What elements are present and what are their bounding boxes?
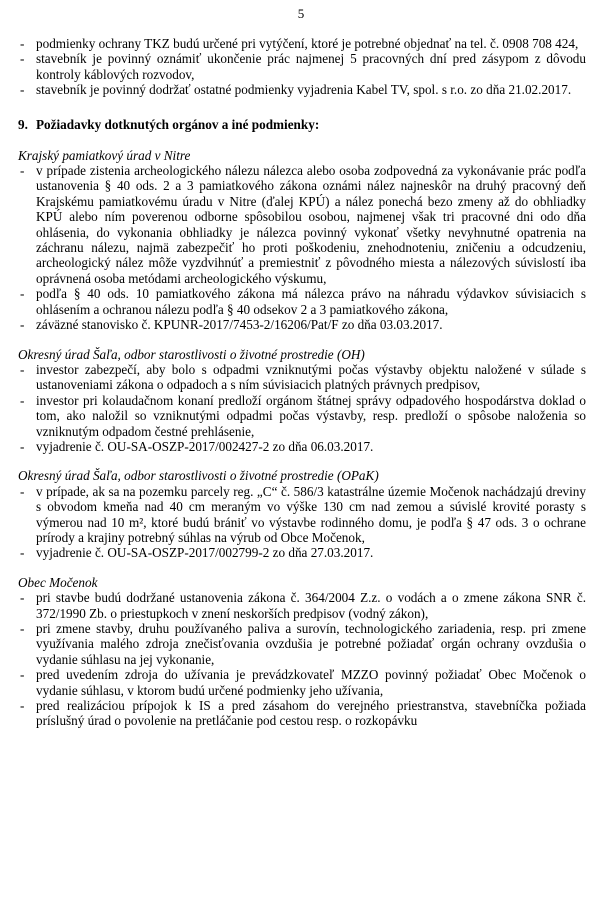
page-number: 5 [297,6,305,21]
authority-section-kpu [18,148,586,333]
list-item: - pred realizáciou prípojok k IS a pred zásahom do verejného priestranstva, stavebníčka požiada príslušný úrad o povolenie na pretláčanie pod cestou resp. o rozkopávku [18,698,586,729]
authority-title: Krajský pamiatkový úrad v Nitre [18,147,191,163]
condition-list [18,362,586,454]
list-item: - stavebník je povinný oznámiť ukončenie prác najmenej 5 pracovných dní pred zásypom z dôvodu kontroly káblových rozvodov, [18,51,586,82]
authority-section-opak [18,468,586,560]
list-item: - podľa § 40 ods. 10 pamiatkového zákona má nálezca právo na náhradu výdavkov súvisiacich s ohlásením a ochranou nálezu podľa § 40 odsekov 2 a 3 pamiatkového zákona, [18,286,586,317]
condition-list [18,163,586,332]
condition-list [18,484,586,561]
list-item: - vyjadrenie č. OU-SA-OSZP-2017/002427-2 zo dňa 06.03.2017. [18,439,586,454]
authority-title: Okresný úrad Šaľa, odbor starostlivosti o životné prostredie (OH) [18,346,365,362]
section-heading-text: Požiadavky dotknutých orgánov a iné podmienky: [36,116,320,132]
authority-section-obec [18,575,586,729]
list-item: - pri zmene stavby, druhu používaného paliva a surovín, technologického zariadenia, resp. pri zmene využívania malého zdroja znečisťovania ovzdušia je potrebné požiadať orgán ochrany ovzdušia o vydanie súhlasu na jej vykonanie, [18,621,586,667]
section-heading [18,117,586,132]
section-heading-number: 9. [18,116,28,132]
list-item: - investor zabezpečí, aby bolo s odpadmi vzniknutými počas výstavby objektu naložené v súlade s ustanoveniami zákona o odpadoch a s ním súvisiacich platných právnych predpisov, [18,362,586,393]
list-item: - pri stavbe budú dodržané ustanovenia zákona č. 364/2004 Z.z. o vodách a o zmene zákona SNR č. 372/1990 Zb. o priestupkoch v znení neskorších predpisov (vodný zákon), [18,590,586,621]
list-item: - vyjadrenie č. OU-SA-OSZP-2017/002799-2 zo dňa 27.03.2017. [18,545,586,560]
list-item: - v prípade, ak sa na pozemku parcely reg. „C“ č. 586/3 katastrálne územie Močenok nachádzajú dreviny s obvodom kmeňa nad 40 cm meraným vo výške 130 cm nad zemou a súvislé krovité porasty s výmerou nad 10 m², ktoré budú brániť vo výstavbe rodinného domu, je podľa § 47 ods. 3 o ochrane prírody a krajiny potrebný súhlas na výrub od Obce Močenok, [18,484,586,546]
authority-title: Obec Močenok [18,574,98,590]
list-item: - stavebník je povinný dodržať ostatné podmienky vyjadrenia Kabel TV, spol. s r.o. zo dňa 21.02.2017. [18,82,586,97]
list-item: - podmienky ochrany TKZ budú určené pri vytýčení, ktoré je potrebné objednať na tel. č. 0908 708 424, [18,36,586,51]
authority-title: Okresný úrad Šaľa, odbor starostlivosti o životné prostredie (OPaK) [18,468,379,484]
list-item: - investor pri kolaudačnom konaní predloží orgánom štátnej správy odpadového hospodárstva doklad o tom, ako naložil so vzniknutými odpadmi počas výstavby, resp. predloží o spôsobe naloženia so vzniknutým odpadom čestné prehlásenie, [18,393,586,439]
page-content [18,36,586,729]
intro-list [18,36,586,98]
condition-list [18,590,586,729]
authority-section-oh [18,347,586,455]
list-item: - v prípade zistenia archeologického nálezu nálezca alebo osoba zodpovedná za vykonávanie prác podľa ustanovenia § 40 ods. 2 a 3 pamiatkového zákona oznámi nález najneskôr na druhý pracovný deň Krajskému pamiatkovému úradu v Nitre (ďalej KPÚ) a nález ponechá bezo zmeny až do obhliadky KPÚ alebo ním poverenou odborne spôsobilou osobou, najmenej však tri pracovné dni odo dňa ohlásenia, do vykonania obhliadky je nálezca povinný vykonať všetky nevyhnutné opatrenia na záchranu nálezu, najmä zabezpečiť ho proti poškodeniu, znehodnoteniu, zničeniu a odcudzeniu, archeologický nález môže vyzdvihnúť a premiestniť z pôvodného miesta a nálezových súvislostí iba oprávnená osoba metódami archeologického výskumu, [18,163,586,286]
list-item: - záväzné stanovisko č. KPUNR-2017/7453-2/16206/Pat/F zo dňa 03.03.2017. [18,317,586,332]
list-item: - pred uvedením zdroja do užívania je prevádzkovateľ MZZO povinný požiadať Obec Močenok o vydanie súhlasu, v ktorom budú určené podmienky jeho užívania, [18,667,586,698]
